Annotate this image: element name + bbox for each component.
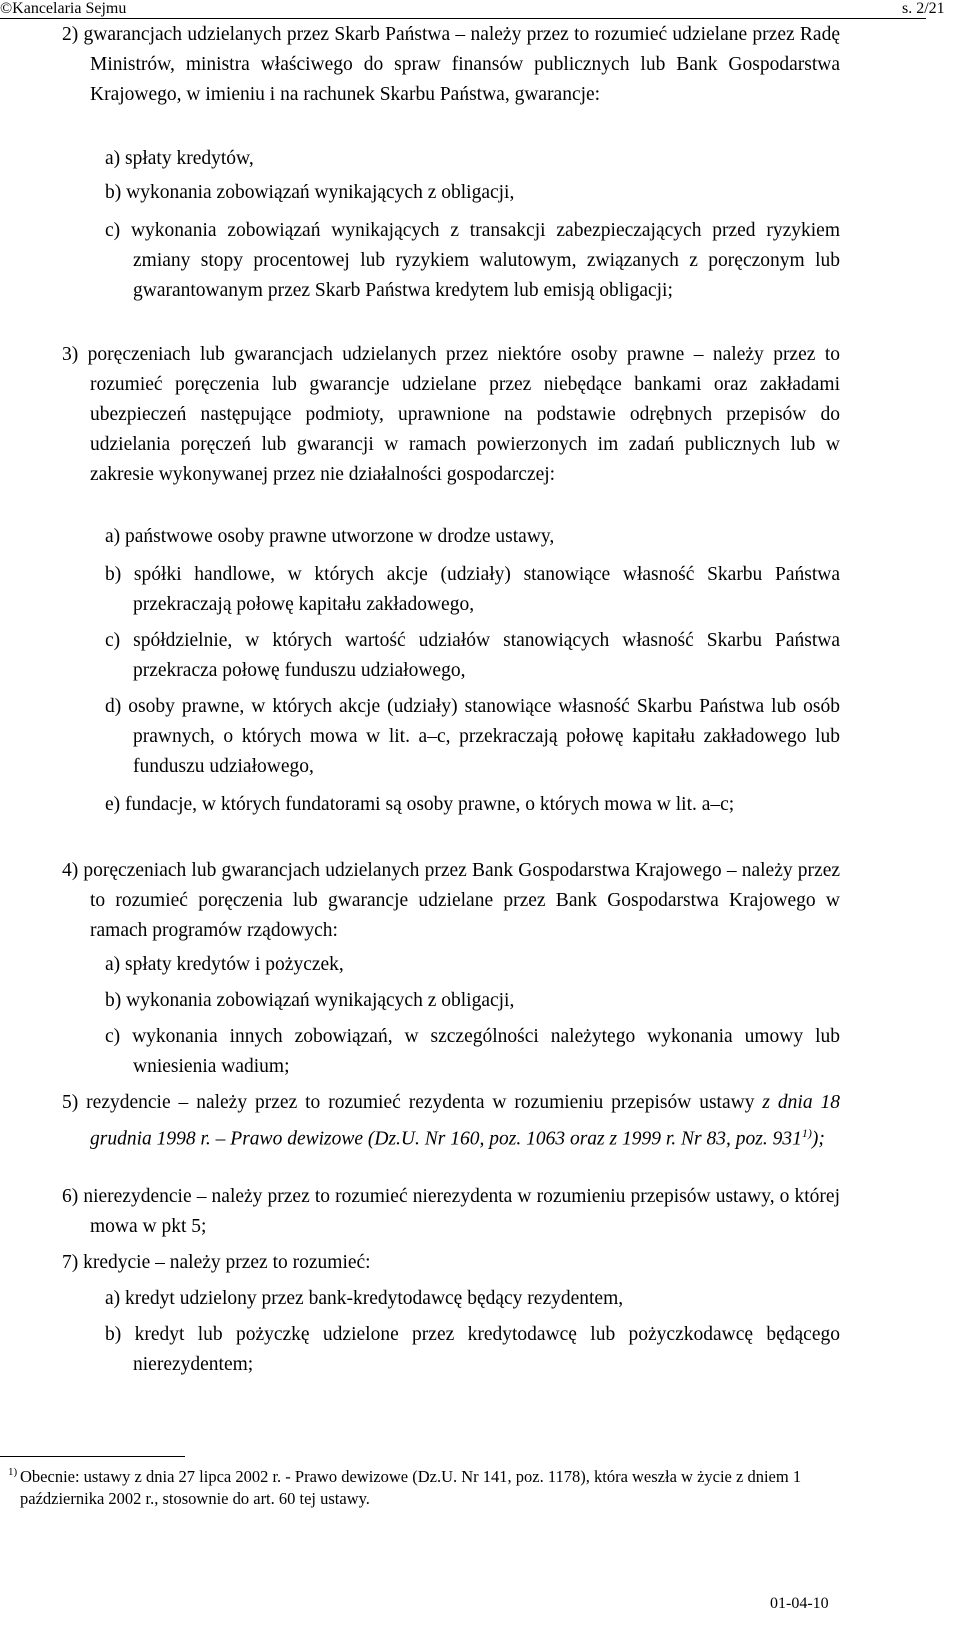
item-text: 2) gwarancjach udzielanych przez Skarb Państwa – należy przez to rozumieć udzielane przez Radę Ministrów, ministra właściwego do spraw finansów publicznych lub Bank Gospodarstwa Krajowego, w imieniu i na rachunek Skarbu Państwa, gwarancje: <box>62 24 840 105</box>
document-code: 01-04-10 <box>770 1595 829 1612</box>
footnote <box>8 1466 848 1510</box>
sub-item <box>105 144 840 174</box>
definition-item <box>62 20 840 110</box>
item-text: e) fundacje, w których fundatorami są osoby prawne, o których mowa w lit. a–c; <box>105 794 735 815</box>
item-text: a) państwowe osoby prawne utworzone w drodze ustawy, <box>105 526 555 547</box>
law-reference-end: ); <box>811 1128 825 1150</box>
item-text <box>62 1088 840 1155</box>
sub-item <box>105 1320 840 1380</box>
definition-item <box>62 856 840 946</box>
sub-item <box>105 950 840 980</box>
item-text: 3) poręczeniach lub gwarancjach udzielanych przez niektóre osoby prawne – należy przez to rozumieć poręczenia lub gwarancje udzielane przez niebędące bankami oraz zakładami ubezpieczeń następujące podmioty, uprawnione na podstawie odrębnych przepisów do udzielania poręczeń lub gwarancji w ramach powierzonych im zadań publicznych lub w zakresie wykonywanej przez nie działalności gospodarczej: <box>62 344 840 485</box>
item-text: a) spłaty kredytów i pożyczek, <box>105 954 344 975</box>
sub-item <box>105 216 840 306</box>
item-text: d) osoby prawne, w których akcje (udziały) stanowiące własność Skarbu Państwa lub osób prawnych, o których mowa w lit. a–c, przekraczają połowę kapitału zakładowego lub funduszu udziałowego, <box>105 696 840 777</box>
item-text: 7) kredycie – należy przez to rozumieć: <box>62 1252 371 1273</box>
sub-item <box>105 1284 840 1314</box>
sub-item <box>105 692 840 782</box>
item-text: c) spółdzielnie, w których wartość udziałów stanowiących własność Skarbu Państwa przekracza połowę funduszu udziałowego, <box>105 630 840 681</box>
item-text: 4) poręczeniach lub gwarancjach udzielanych przez Bank Gospodarstwa Krajowego – należy przez to rozumieć poręczenia lub gwarancje udzielane przez Bank Gospodarstwa Krajowego w ramach programów rządowych: <box>62 860 840 941</box>
sub-item <box>105 560 840 620</box>
sub-item <box>105 986 840 1016</box>
footnote-rule <box>0 1456 185 1457</box>
header-rule <box>0 18 926 19</box>
sub-item <box>105 522 840 552</box>
item-text: b) kredyt lub pożyczkę udzielone przez kredytodawcę lub pożyczkodawcę będącego nierezydentem; <box>105 1324 840 1375</box>
law-reference: z dnia 18 grudnia 1998 r. – Prawo dewizowe (Dz.U. Nr 160, poz. 1063 oraz z 1999 r. Nr 83, poz. 931 <box>90 1092 841 1150</box>
item-text: b) wykonania zobowiązań wynikających z obligacji, <box>105 182 515 203</box>
footnote-mark: 1) <box>8 1466 18 1478</box>
page-number: s. 2/21 <box>902 0 945 17</box>
sub-item <box>105 178 840 208</box>
item-text: b) wykonania zobowiązań wynikających z obligacji, <box>105 990 515 1011</box>
sub-item <box>105 790 840 820</box>
item-lead: 5) rezydencie – należy przez to rozumieć rezydenta w rozumieniu przepisów ustawy <box>62 1092 755 1113</box>
footnote-reference[interactable]: 1) <box>801 1126 812 1140</box>
sub-item <box>105 1022 840 1082</box>
sub-item <box>105 626 840 686</box>
item-text: a) kredyt udzielony przez bank-kredytodawcę będący rezydentem, <box>105 1288 624 1309</box>
definition-item <box>62 1182 840 1242</box>
definition-item <box>62 340 840 490</box>
item-text: b) spółki handlowe, w których akcje (udziały) stanowiące własność Skarbu Państwa przekraczają połowę kapitału zakładowego, <box>105 564 840 615</box>
footnote-text: Obecnie: ustawy z dnia 27 lipca 2002 r. - Prawo dewizowe (Dz.U. Nr 141, poz. 1178), która weszła w życie z dniem 1 października 2002 r., stosownie do art. 60 tej ustawy. <box>20 1467 802 1508</box>
item-text: a) spłaty kredytów, <box>105 148 254 169</box>
definition-item <box>62 1248 840 1278</box>
definition-item <box>62 1088 840 1155</box>
copyright-label: ©Kancelaria Sejmu <box>0 0 127 17</box>
item-text: c) wykonania innych zobowiązań, w szczególności należytego wykonania umowy lub wniesienia wadium; <box>105 1026 840 1077</box>
item-text: 6) nierezydencie – należy przez to rozumieć nierezydenta w rozumieniu przepisów ustawy, o której mowa w pkt 5; <box>62 1186 840 1237</box>
item-text: c) wykonania zobowiązań wynikających z transakcji zabezpieczających przed ryzykiem zmiany stopy procentowej lub ryzykiem walutowym, związanych z poręczonym lub gwarantowanym przez Skarb Państwa kredytem lub emisją obligacji; <box>105 220 840 301</box>
